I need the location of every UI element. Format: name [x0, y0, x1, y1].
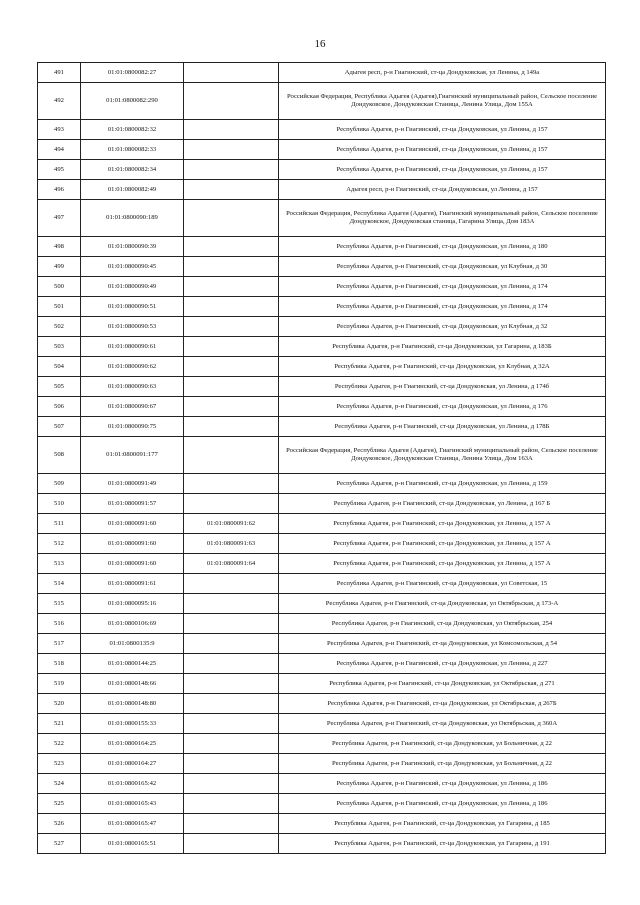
table-row [38, 514, 606, 534]
linked-cadastral-cell [184, 654, 279, 674]
linked-cadastral-cell [184, 377, 279, 397]
cadastral-number-cell: 01:01:0800090:63 [81, 377, 184, 397]
row-number-cell: 511 [38, 514, 81, 534]
row-number-cell: 497 [38, 200, 81, 237]
linked-cadastral-cell [184, 694, 279, 714]
address-cell: Республика Адыгея, р-н Гиагинский, ст-ца Дондуковская, ул Клубная, д 30 [279, 257, 606, 277]
linked-cadastral-cell [184, 83, 279, 120]
linked-cadastral-cell [184, 417, 279, 437]
address-cell: Российская Федерация, Республика Адыгея (Адыгея), Гиагинский муниципальный район, Сельское поселение Дондуковское, Дондуковская станица, Гагарина Улица, Дом 183А [279, 200, 606, 237]
row-number-cell: 513 [38, 554, 81, 574]
cadastral-number-cell: 01:01:0800082:32 [81, 120, 184, 140]
cadastral-number-cell: 01:01:0800091:60 [81, 554, 184, 574]
address-cell: Республика Адыгея, р-н Гиагинский, ст-ца Дондуковская, ул Ленина, д 157 А [279, 514, 606, 534]
cadastral-number-cell: 01:01:0800090:189 [81, 200, 184, 237]
row-number-cell: 501 [38, 297, 81, 317]
linked-cadastral-cell [184, 437, 279, 474]
table-row [38, 317, 606, 337]
linked-cadastral-cell [184, 257, 279, 277]
row-number-cell: 525 [38, 794, 81, 814]
row-number-cell: 507 [38, 417, 81, 437]
address-cell: Республика Адыгея, р-н Гиагинский, ст-ца Дондуковская, ул Ленина, д 159 [279, 474, 606, 494]
address-cell: Республика Адыгея, р-н Гиагинский, ст-ца Дондуковская, ул Клубная, д 32А [279, 357, 606, 377]
table-row [38, 474, 606, 494]
linked-cadastral-cell [184, 714, 279, 734]
address-cell: Адыгея респ, р-н Гиагинский, ст-ца Дондуковская, ул Ленина, д 157 [279, 180, 606, 200]
table-row [38, 83, 606, 120]
row-number-cell: 518 [38, 654, 81, 674]
row-number-cell: 526 [38, 814, 81, 834]
linked-cadastral-cell [184, 237, 279, 257]
linked-cadastral-cell [184, 337, 279, 357]
address-cell: Республика Адыгея, р-н Гиагинский, ст-ца Дондуковская, ул Ленина, д 157 А [279, 534, 606, 554]
cadastral-number-cell: 01:01:0800095:16 [81, 594, 184, 614]
address-cell: Республика Адыгея, р-н Гиагинский, ст-ца Дондуковская, ул Ленина, д 157 [279, 120, 606, 140]
cadastral-number-cell: 01:01:0800165:42 [81, 774, 184, 794]
linked-cadastral-cell [184, 200, 279, 237]
cadastral-number-cell: 01:01:0800091:177 [81, 437, 184, 474]
address-cell: Республика Адыгея, р-н Гиагинский, ст-ца Дондуковская, ул Октябрьская, 254 [279, 614, 606, 634]
table-row [38, 494, 606, 514]
linked-cadastral-cell [184, 774, 279, 794]
row-number-cell: 514 [38, 574, 81, 594]
cadastral-registry-table [37, 62, 606, 854]
linked-cadastral-cell: 01:01:0800091:62 [184, 514, 279, 534]
table-row [38, 297, 606, 317]
cadastral-number-cell: 01:01:0800091:49 [81, 474, 184, 494]
address-cell: Российская Федерация, Республика Адыгея (Адыгея),Гиагинский муниципальный район, Сельское поселение Дондуковское, Дондуковская Станица, Ленина Улица, Дом 155А [279, 83, 606, 120]
table-row [38, 574, 606, 594]
cadastral-number-cell: 01:01:0800144:25 [81, 654, 184, 674]
row-number-cell: 500 [38, 277, 81, 297]
table-row [38, 734, 606, 754]
address-cell: Республика Адыгея, р-н Гиагинский, ст-ца Дондуковская, ул Советская, 15 [279, 574, 606, 594]
linked-cadastral-cell [184, 834, 279, 854]
table-row [38, 397, 606, 417]
address-cell: Республика Адыгея, р-н Гиагинский, ст-ца Дондуковская, ул Комсомольская, д 54 [279, 634, 606, 654]
linked-cadastral-cell: 01:01:0800091:64 [184, 554, 279, 574]
row-number-cell: 512 [38, 534, 81, 554]
address-cell: Республика Адыгея, р-н Гиагинский, ст-ца Дондуковская, ул Октябрьская, д 267Б [279, 694, 606, 714]
row-number-cell: 492 [38, 83, 81, 120]
cadastral-number-cell: 01:01:0800165:47 [81, 814, 184, 834]
linked-cadastral-cell [184, 317, 279, 337]
address-cell: Адыгея респ, р-н Гиагинский, ст-ца Дондуковская, ул Ленина, д 149а [279, 63, 606, 83]
cadastral-number-cell: 01:01:0800090:53 [81, 317, 184, 337]
linked-cadastral-cell [184, 614, 279, 634]
table-row [38, 120, 606, 140]
row-number-cell: 508 [38, 437, 81, 474]
address-cell: Республика Адыгея, р-н Гиагинский, ст-ца Дондуковская, ул Клубная, д 32 [279, 317, 606, 337]
linked-cadastral-cell [184, 574, 279, 594]
address-cell: Республика Адыгея, р-н Гиагинский, ст-ца Дондуковская, ул Октябрьская, д 173-А [279, 594, 606, 614]
row-number-cell: 510 [38, 494, 81, 514]
table-row [38, 754, 606, 774]
linked-cadastral-cell [184, 474, 279, 494]
table-row [38, 594, 606, 614]
row-number-cell: 522 [38, 734, 81, 754]
table-row [38, 140, 606, 160]
row-number-cell: 516 [38, 614, 81, 634]
row-number-cell: 505 [38, 377, 81, 397]
table-row [38, 814, 606, 834]
address-cell: Республика Адыгея, р-н Гиагинский, ст-ца Дондуковская, ул Ленина, д 180 [279, 237, 606, 257]
linked-cadastral-cell [184, 297, 279, 317]
linked-cadastral-cell [184, 180, 279, 200]
table-row [38, 180, 606, 200]
address-cell: Республика Адыгея, р-н Гиагинский, ст-ца Дондуковская, ул Ленина, д 157 А [279, 554, 606, 574]
table-row [38, 277, 606, 297]
row-number-cell: 524 [38, 774, 81, 794]
cadastral-number-cell: 01:01:0800082:49 [81, 180, 184, 200]
row-number-cell: 504 [38, 357, 81, 377]
address-cell: Республика Адыгея, р-н Гиагинский, ст-ца Дондуковская, ул Гагарина, д 185 [279, 814, 606, 834]
linked-cadastral-cell [184, 160, 279, 180]
row-number-cell: 498 [38, 237, 81, 257]
table-row [38, 674, 606, 694]
address-cell: Республика Адыгея, р-н Гиагинский, ст-ца Дондуковская, ул Октябрьская, д 271 [279, 674, 606, 694]
table-row [38, 160, 606, 180]
address-cell: Республика Адыгея, р-н Гиагинский, ст-ца Дондуковская, ул Ленина, д 178Б [279, 417, 606, 437]
row-number-cell: 493 [38, 120, 81, 140]
row-number-cell: 515 [38, 594, 81, 614]
cadastral-number-cell: 01:01:0800090:61 [81, 337, 184, 357]
table-row [38, 614, 606, 634]
table-row [38, 437, 606, 474]
cadastral-number-cell: 01:01:0800090:67 [81, 397, 184, 417]
cadastral-number-cell: 01:01:0800090:75 [81, 417, 184, 437]
address-cell: Республика Адыгея, р-н Гиагинский, ст-ца Дондуковская, ул Ленина, д 157 [279, 160, 606, 180]
row-number-cell: 527 [38, 834, 81, 854]
cadastral-number-cell: 01:01:0800148:66 [81, 674, 184, 694]
table-row [38, 257, 606, 277]
cadastral-number-cell: 01:01:0800091:60 [81, 514, 184, 534]
cadastral-number-cell: 01:01:0800091:57 [81, 494, 184, 514]
cadastral-number-cell: 01:01:0800082:290 [81, 83, 184, 120]
address-cell: Республика Адыгея, р-н Гиагинский, ст-ца Дондуковская, ул Больничная, д 22 [279, 754, 606, 774]
address-cell: Республика Адыгея, р-н Гиагинский, ст-ца Дондуковская, ул Больничная, д 22 [279, 734, 606, 754]
table-row [38, 654, 606, 674]
cadastral-number-cell: 01:01:0800135:9 [81, 634, 184, 654]
linked-cadastral-cell [184, 494, 279, 514]
table-row [38, 200, 606, 237]
address-cell: Республика Адыгея, р-н Гиагинский, ст-ца Дондуковская, ул Ленина, д 174 [279, 297, 606, 317]
table-row [38, 63, 606, 83]
linked-cadastral-cell [184, 734, 279, 754]
table-row [38, 794, 606, 814]
address-cell: Российская Федерация, Республика Адыгея (Адыгея), Гиагинский муниципальный район, Сельское поселение Дондуковское, Дондуковская Станица, Ленина Улица, Дом 163А [279, 437, 606, 474]
linked-cadastral-cell [184, 634, 279, 654]
cadastral-number-cell: 01:01:0800165:51 [81, 834, 184, 854]
linked-cadastral-cell [184, 594, 279, 614]
table-row [38, 774, 606, 794]
table-row [38, 554, 606, 574]
linked-cadastral-cell [184, 277, 279, 297]
address-cell: Республика Адыгея, р-н Гиагинский, ст-ца Дондуковская, ул Ленина, д 174б [279, 377, 606, 397]
table-row [38, 337, 606, 357]
cadastral-number-cell: 01:01:0800082:33 [81, 140, 184, 160]
page-number: 16 [314, 38, 326, 50]
row-number-cell: 503 [38, 337, 81, 357]
table-row [38, 534, 606, 554]
linked-cadastral-cell [184, 674, 279, 694]
row-number-cell: 521 [38, 714, 81, 734]
linked-cadastral-cell: 01:01:0800091:63 [184, 534, 279, 554]
table-row [38, 634, 606, 654]
cadastral-number-cell: 01:01:0800164:27 [81, 754, 184, 774]
cadastral-number-cell: 01:01:0800090:62 [81, 357, 184, 377]
row-number-cell: 517 [38, 634, 81, 654]
row-number-cell: 496 [38, 180, 81, 200]
address-cell: Республика Адыгея, р-н Гиагинский, ст-ца Дондуковская, ул Ленина, д 186 [279, 794, 606, 814]
linked-cadastral-cell [184, 754, 279, 774]
linked-cadastral-cell [184, 814, 279, 834]
linked-cadastral-cell [184, 120, 279, 140]
table-row [38, 834, 606, 854]
cadastral-number-cell: 01:01:0800164:25 [81, 734, 184, 754]
cadastral-number-cell: 01:01:0800155:33 [81, 714, 184, 734]
row-number-cell: 494 [38, 140, 81, 160]
linked-cadastral-cell [184, 63, 279, 83]
table-row [38, 357, 606, 377]
address-cell: Республика Адыгея, р-н Гиагинский, ст-ца Дондуковская, ул Ленина, д 174 [279, 277, 606, 297]
address-cell: Республика Адыгея, р-н Гиагинский, ст-ца Дондуковская, ул Ленина, д 167 Б [279, 494, 606, 514]
linked-cadastral-cell [184, 794, 279, 814]
row-number-cell: 520 [38, 694, 81, 714]
address-cell: Республика Адыгея, р-н Гиагинский, ст-ца Дондуковская, ул Гагарина, д 191 [279, 834, 606, 854]
address-cell: Республика Адыгея, р-н Гиагинский, ст-ца Дондуковская, ул Ленина, д 176 [279, 397, 606, 417]
linked-cadastral-cell [184, 357, 279, 377]
linked-cadastral-cell [184, 397, 279, 417]
cadastral-number-cell: 01:01:0800091:61 [81, 574, 184, 594]
cadastral-number-cell: 01:01:0800165:43 [81, 794, 184, 814]
cadastral-number-cell: 01:01:0800090:39 [81, 237, 184, 257]
table-row [38, 237, 606, 257]
address-cell: Республика Адыгея, р-н Гиагинский, ст-ца Дондуковская, ул Ленина, д 227 [279, 654, 606, 674]
cadastral-number-cell: 01:01:0800090:51 [81, 297, 184, 317]
address-cell: Республика Адыгея, р-н Гиагинский, ст-ца Дондуковская, ул Ленина, д 186 [279, 774, 606, 794]
linked-cadastral-cell [184, 140, 279, 160]
row-number-cell: 499 [38, 257, 81, 277]
row-number-cell: 502 [38, 317, 81, 337]
table-row [38, 694, 606, 714]
table-row [38, 714, 606, 734]
row-number-cell: 523 [38, 754, 81, 774]
row-number-cell: 519 [38, 674, 81, 694]
row-number-cell: 491 [38, 63, 81, 83]
cadastral-number-cell: 01:01:0800148:80 [81, 694, 184, 714]
row-number-cell: 509 [38, 474, 81, 494]
address-cell: Республика Адыгея, р-н Гиагинский, ст-ца Дондуковская, ул Ленина, д 157 [279, 140, 606, 160]
table-row [38, 417, 606, 437]
cadastral-number-cell: 01:01:0800082:27 [81, 63, 184, 83]
cadastral-number-cell: 01:01:0800091:60 [81, 534, 184, 554]
table-row [38, 377, 606, 397]
cadastral-number-cell: 01:01:0800082:34 [81, 160, 184, 180]
row-number-cell: 506 [38, 397, 81, 417]
address-cell: Республика Адыгея, р-н Гиагинский, ст-ца Дондуковская, ул Гагарина, д 183Б [279, 337, 606, 357]
row-number-cell: 495 [38, 160, 81, 180]
cadastral-number-cell: 01:01:0800090:49 [81, 277, 184, 297]
address-cell: Республика Адыгея, р-н Гиагинский, ст-ца Дондуковская, ул Октябрьская, д 360А [279, 714, 606, 734]
cadastral-number-cell: 01:01:0800090:45 [81, 257, 184, 277]
registry-table-body [38, 63, 606, 854]
cadastral-number-cell: 01:01:0800106:69 [81, 614, 184, 634]
